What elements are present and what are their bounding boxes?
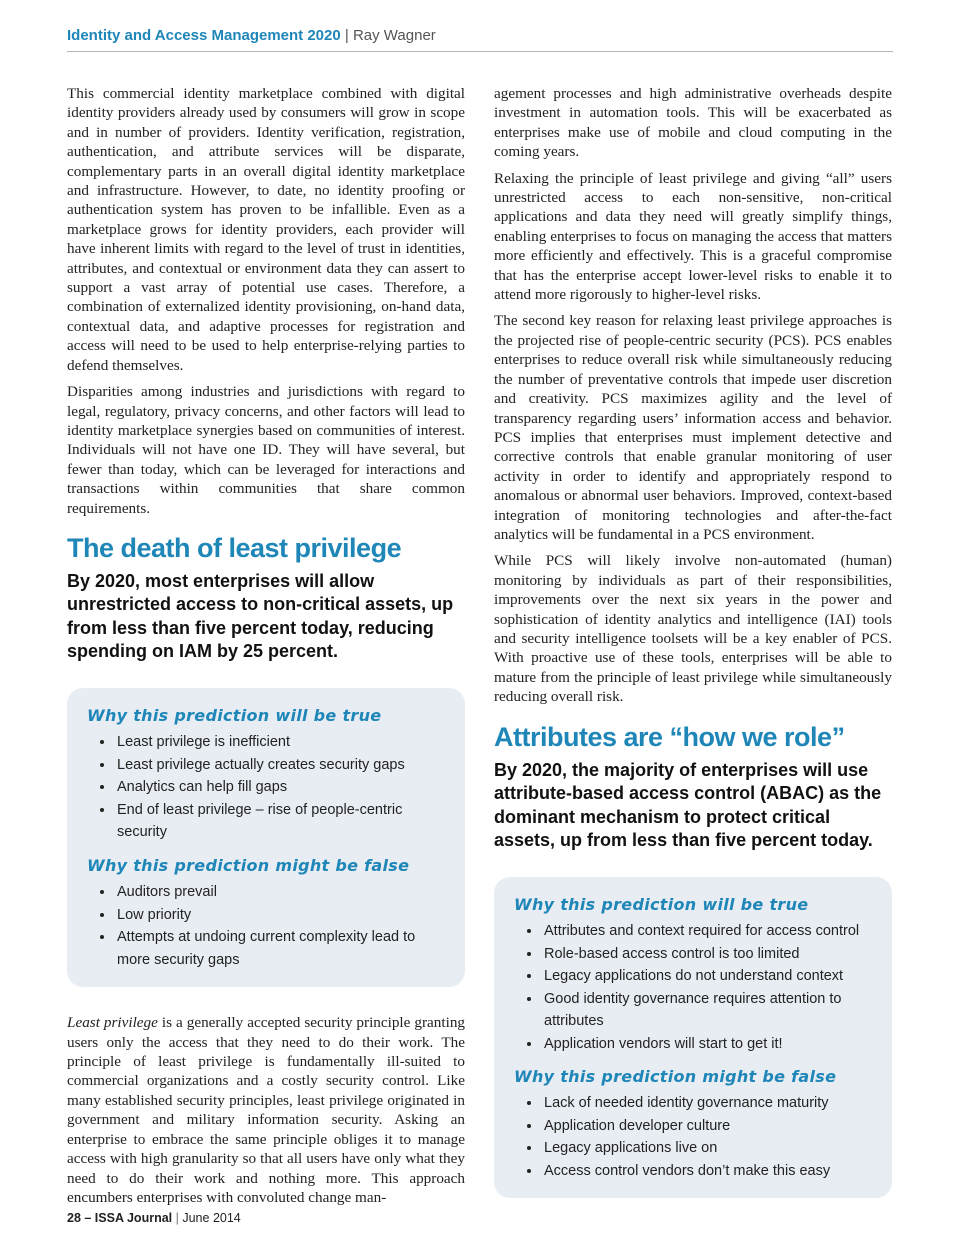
true-list <box>87 731 445 844</box>
section-lead: By 2020, the majority of enterprises will use attribute-based access control (ABAC) as the dominant mechanism to protect critical assets, up from less than five percent today. <box>494 759 882 851</box>
body-paragraph <box>67 1013 465 1207</box>
list-item: • Role-based access control is too limited <box>542 943 872 966</box>
list-item: • End of least privilege – rise of people-centric security <box>115 799 445 844</box>
list-item: • Least privilege is inefficient <box>115 731 445 754</box>
section-title: Attributes are “how we role” <box>494 721 845 752</box>
body-paragraph: Disparities among industries and jurisdictions with regard to legal, regulatory, privacy concerns, and other factors will lead to identity marketplace synergies based on communities of interest. Individuals will not have one ID. They will have several, but fewer than today, which can be leveraged for interactions and transactions within communities that share common requirements. <box>67 383 465 517</box>
list-item: • Good identity governance requires attention to attributes <box>542 988 872 1033</box>
list-item: • Attempts at undoing current complexity lead to more security gaps <box>115 926 445 971</box>
prediction-box <box>494 877 892 1199</box>
body-paragraph: While PCS will likely involve non-automated (human) monitoring by individuals as part of their responsibilities, improvements over the next six years in the power and sophistication of identity analytics and intelligence (IAI) tools and security intelligence toolsets will be a key enabler of PCS. With proactive use of these tools, enterprises will be able to mature from the principle of least privilege while simultaneously reducing overall risk. <box>494 552 892 706</box>
list-item: • Application vendors will start to get it! <box>542 1033 872 1056</box>
header-title: Identity and Access Management 2020 <box>67 27 341 44</box>
body-paragraph: agement processes and high administrative overheads despite investment in automation tools. This will be exacerbated as enterprises make use of mobile and cloud computing in the coming years. <box>494 85 892 161</box>
true-heading: Why this prediction will be true <box>87 705 382 725</box>
prediction-box <box>67 688 465 987</box>
false-heading: Why this prediction might be false <box>514 1067 837 1086</box>
body-text: is a generally accepted security principle granting users only the access that they need to do their work. The principle of least privilege is fundamentally ill-suited to commercial organizations and a costly security control. Like many established security principles, least privilege originated in government and military information security. Asking an enterprise to embrace the same principle obliges it to manage access with high granularity so that all users have only what they need to do their work and nothing more. This approach encumbers enterprises with convoluted change man- <box>67 1014 466 1206</box>
running-header <box>67 27 436 44</box>
list-item: • Attributes and context required for access control <box>542 920 872 943</box>
footer-page: 28 – ISSA Journal <box>67 1211 173 1225</box>
list-item: • Access control vendors don’t make this easy <box>542 1160 872 1183</box>
header-rule <box>67 51 893 52</box>
body-paragraph: This commercial identity marketplace combined with digital identity providers already used by consumers will grow in scope and in number of providers. Identity verification, registration, authentication, and attribute services will be disparate, complementary parts in an overall digital identity marketplace and infrastructure. However, to date, no identity proofing or authentication system has proven to be infallible. Even as a marketplace grows for identity providers, each provider will have inherent limits with regard to the level of trust in identities, attributes, and contextual or environment data they can assert to support a vast array of potential use cases. Therefore, a combination of externalized identity provisioning, on-hand data, contextual data, and adaptive processes for registration and access will need to be used to help enterprise-relying parties to defend themselves. <box>67 85 465 374</box>
true-list <box>514 920 872 1055</box>
list-item: • Auditors prevail <box>115 881 445 904</box>
body-paragraph: The second key reason for relaxing least privilege approaches is the projected rise of people-centric security (PCS). PCS enables enterprises to reduce overall risk while simultaneously reducing the number of preventative controls that impede user discretion and creativity. PCS maximizes agility and the level of transparency regarding users’ information access and behavior. PCS implies that enterprises must implement detective and corrective controls that enable granular monitoring of user activity in order to identify and appropriately respond to anomalous or abnormal user behaviors. Improved, context-based integration of monitoring technologies and after-the-fact analytics will be fundamental in a PCS environment. <box>494 312 892 543</box>
page-footer <box>67 1211 241 1225</box>
header-separator: | <box>344 27 349 44</box>
left-column <box>67 84 465 1214</box>
list-item: • Legacy applications do not understand context <box>542 965 872 988</box>
list-item: • Analytics can help fill gaps <box>115 776 445 799</box>
section-title: The death of least privilege <box>67 532 402 563</box>
term-emphasis: Least privilege <box>67 1014 158 1032</box>
section-lead: By 2020, most enterprises will allow unrestricted access to non-critical assets, up from less than five percent today, reducing spending on IAM by 25 percent. <box>67 570 454 662</box>
false-list <box>514 1092 872 1182</box>
false-heading: Why this prediction might be false <box>87 855 410 875</box>
right-column <box>494 84 892 1224</box>
list-item: • Least privilege actually creates security gaps <box>115 754 445 777</box>
body-paragraph: Relaxing the principle of least privilege and giving “all” users unrestricted access to each non-sensitive, non-critical applications and data they need will greatly simplify things, enabling enterprises to focus on managing the access that matters more efficiently and effectively. This is a graceful compromise that has the enterprise accept lower-level risks to enable it to attend more rigorously to higher-level risks. <box>494 169 892 304</box>
list-item: • Application developer culture <box>542 1115 872 1138</box>
list-item: • Legacy applications live on <box>542 1137 872 1160</box>
header-author: Ray Wagner <box>352 27 436 44</box>
true-heading: Why this prediction will be true <box>514 894 809 914</box>
footer-date: June 2014 <box>182 1211 241 1225</box>
list-item: • Low priority <box>115 904 445 927</box>
footer-separator: | <box>175 1211 179 1225</box>
false-list <box>87 881 445 971</box>
list-item: • Lack of needed identity governance maturity <box>542 1092 872 1115</box>
